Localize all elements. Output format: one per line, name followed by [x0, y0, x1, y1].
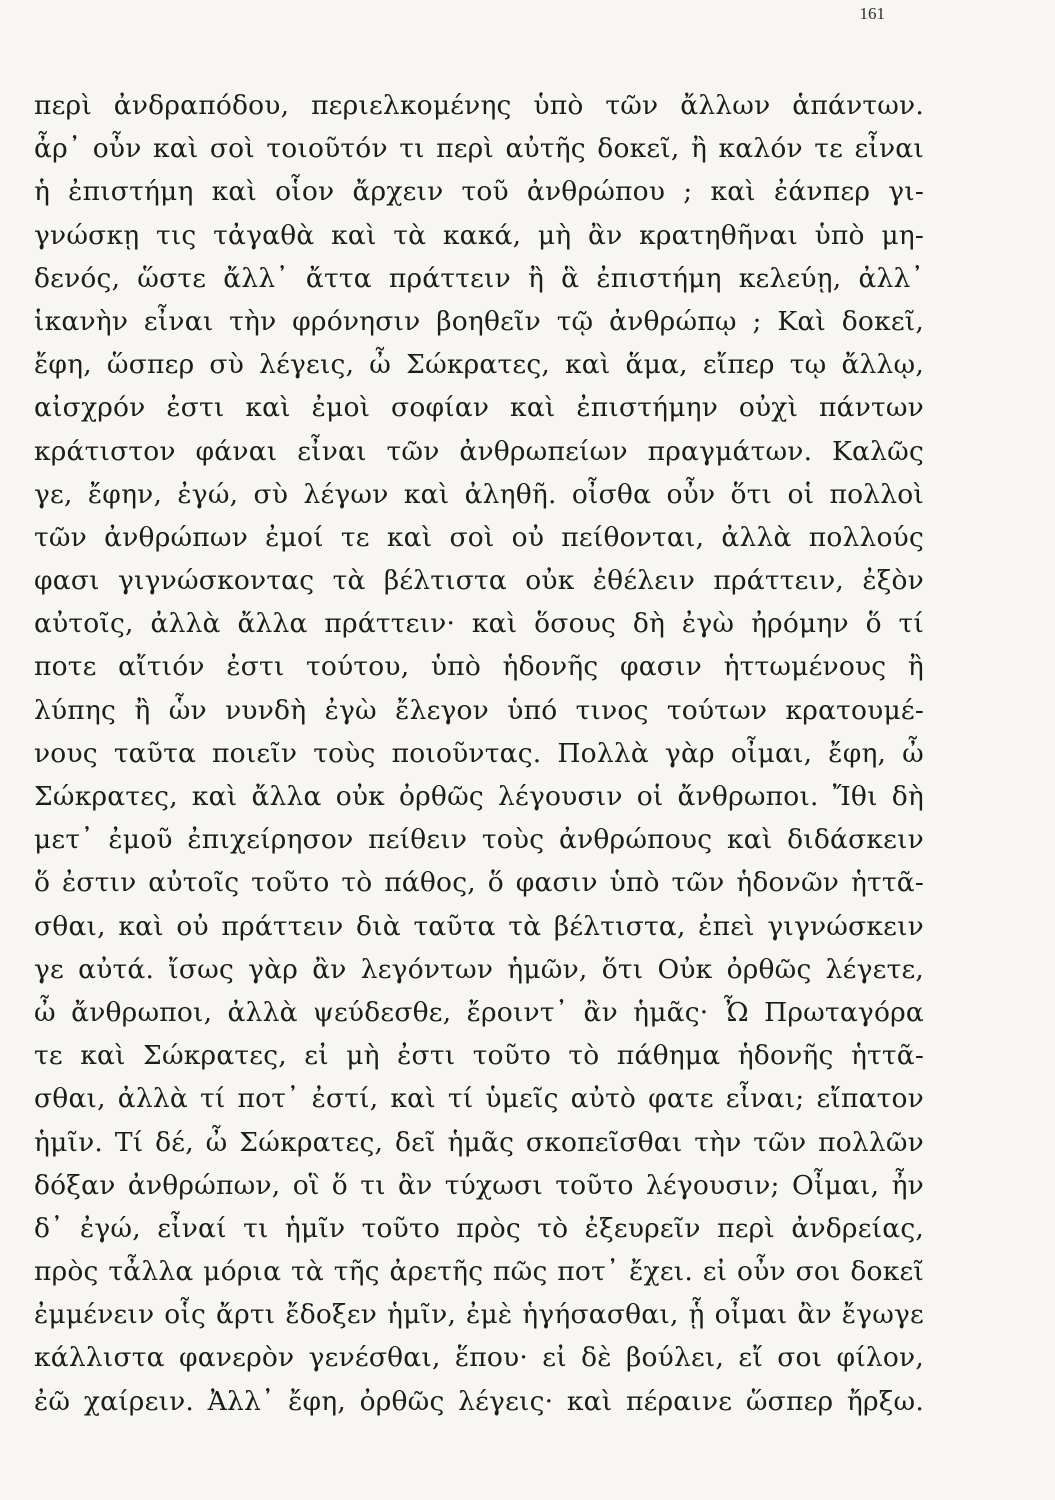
text-line: ποτε αἴτιόν ἐστι τούτου, ὑπὸ ἡδονῆς φασιν ἡττωμένους ἢ — [34, 651, 924, 683]
text-line: ὦ ἄνθρωποι, ἀλλὰ ψεύδεσθε, ἔροιντ᾽ ἂν ἡμᾶς· Ὦ Πρωταγόρα — [34, 996, 924, 1028]
text-line: κράτιστον φάναι εἶναι τῶν ἀνθρωπείων πραγμάτων. Καλῶς — [34, 435, 924, 467]
text-line: ἆρ᾽ οὖν καὶ σοὶ τοιοῦτόν τι περὶ αὐτῆς δοκεῖ, ἢ καλόν τε εἶναι — [34, 133, 924, 165]
text-line: πρὸς τἆλλα μόρια τὰ τῆς ἀρετῆς πῶς ποτ᾽ ἔχει. εἰ οὖν σοι δοκεῖ — [34, 1256, 924, 1288]
text-line: αὐτοῖς, ἀλλὰ ἄλλα πράττειν· καὶ ὅσους δὴ ἐγὼ ἠρόμην ὅ τί — [34, 608, 924, 640]
text-line: τῶν ἀνθρώπων ἐμοί τε καὶ σοὶ οὐ πείθονται, ἀλλὰ πολλούς — [34, 521, 924, 553]
text-line: ἐῶ χαίρειν. Ἀλλ᾽ ἔφη, ὀρθῶς λέγεις· καὶ πέραινε ὥσπερ ἤρξω. — [34, 1385, 924, 1417]
text-line: δ᾽ ἐγώ, εἶναί τι ἡμῖν τοῦτο πρὸς τὸ ἐξευρεῖν περὶ ἀνδρείας, — [34, 1212, 924, 1244]
text-line: ὅ ἐστιν αὐτοῖς τοῦτο τὸ πάθος, ὅ φασιν ὑπὸ τῶν ἡδονῶν ἡττᾶ- — [34, 867, 924, 899]
text-line: σθαι, ἀλλὰ τί ποτ᾽ ἐστί, καὶ τί ὑμεῖς αὐτὸ φατε εἶναι; εἴπατον — [34, 1083, 924, 1115]
text-line: ἡμῖν. Τί δέ, ὦ Σώκρατες, δεῖ ἡμᾶς σκοπεῖσθαι τὴν τῶν πολλῶν — [34, 1126, 924, 1158]
text-line: ἱκανὴν εἶναι τὴν φρόνησιν βοηθεῖν τῷ ἀνθρώπῳ ; Καὶ δοκεῖ, — [34, 305, 924, 337]
text-line: γνώσκῃ τις τἀγαθὰ καὶ τὰ κακά, μὴ ἂν κρατηθῆναι ὑπὸ μη- — [34, 219, 924, 251]
page-number: 161 — [859, 4, 885, 23]
text-line: ἐμμένειν οἷς ἄρτι ἔδοξεν ἡμῖν, ἐμὲ ἡγήσασθαι, ᾗ οἶμαι ἂν ἔγωγε — [34, 1299, 924, 1331]
text-line: φασι γιγνώσκοντας τὰ βέλτιστα οὐκ ἐθέλειν πράττειν, ἐξὸν — [34, 565, 924, 597]
text-line: τε καὶ Σώκρατες, εἰ μὴ ἐστι τοῦτο τὸ πάθημα ἡδονῆς ἡττᾶ- — [34, 1040, 924, 1072]
text-line: δόξαν ἀνθρώπων, οἳ ὅ τι ἂν τύχωσι τοῦτο λέγουσιν; Οἶμαι, ἦν — [34, 1169, 924, 1201]
text-line: σθαι, καὶ οὐ πράττειν διὰ ταῦτα τὰ βέλτιστα, ἐπεὶ γιγνώσκειν — [34, 910, 924, 942]
text-line: λύπης ἢ ὧν νυνδὴ ἐγὼ ἔλεγον ὑπό τινος τούτων κρατουμέ- — [34, 694, 924, 726]
greek-text-body — [34, 84, 924, 1423]
text-line: γε, ἔφην, ἐγώ, σὺ λέγων καὶ ἀληθῆ. οἶσθα οὖν ὅτι οἱ πολλοὶ — [34, 478, 924, 510]
text-line: Σώκρατες, καὶ ἄλλα οὐκ ὀρθῶς λέγουσιν οἱ ἄνθρωποι. Ἴθι δὴ — [34, 781, 924, 812]
text-line: νους ταῦτα ποιεῖν τοὺς ποιοῦντας. Πολλὰ γὰρ οἶμαι, ἔφη, ὦ — [34, 737, 924, 769]
text-line: ἡ ἐπιστήμη καὶ οἷον ἄρχειν τοῦ ἀνθρώπου ; καὶ ἐάνπερ γι- — [34, 176, 924, 208]
text-line: περὶ ἀνδραπόδου, περιελκομένης ὑπὸ τῶν ἄλλων ἁπάντων. — [34, 90, 924, 121]
text-line: γε αὐτά. ἴσως γὰρ ἂν λεγόντων ἡμῶν, ὅτι Οὐκ ὀρθῶς λέγετε, — [34, 953, 924, 985]
text-line: ἔφη, ὥσπερ σὺ λέγεις, ὦ Σώκρατες, καὶ ἅμα, εἴπερ τῳ ἄλλῳ, — [34, 349, 924, 381]
text-line: μετ᾽ ἐμοῦ ἐπιχείρησον πείθειν τοὺς ἀνθρώπους καὶ διδάσκειν — [34, 824, 924, 856]
text-line: δενός, ὥστε ἄλλ᾽ ἄττα πράττειν ἢ ἃ ἐπιστήμη κελεύῃ, ἀλλ᾽ — [34, 262, 924, 294]
text-line: κάλλιστα φανερὸν γενέσθαι, ἕπου· εἰ δὲ βούλει, εἴ σοι φίλον, — [34, 1342, 924, 1374]
text-line: αἰσχρόν ἐστι καὶ ἐμοὶ σοφίαν καὶ ἐπιστήμην οὐχὶ πάντων — [34, 392, 924, 424]
